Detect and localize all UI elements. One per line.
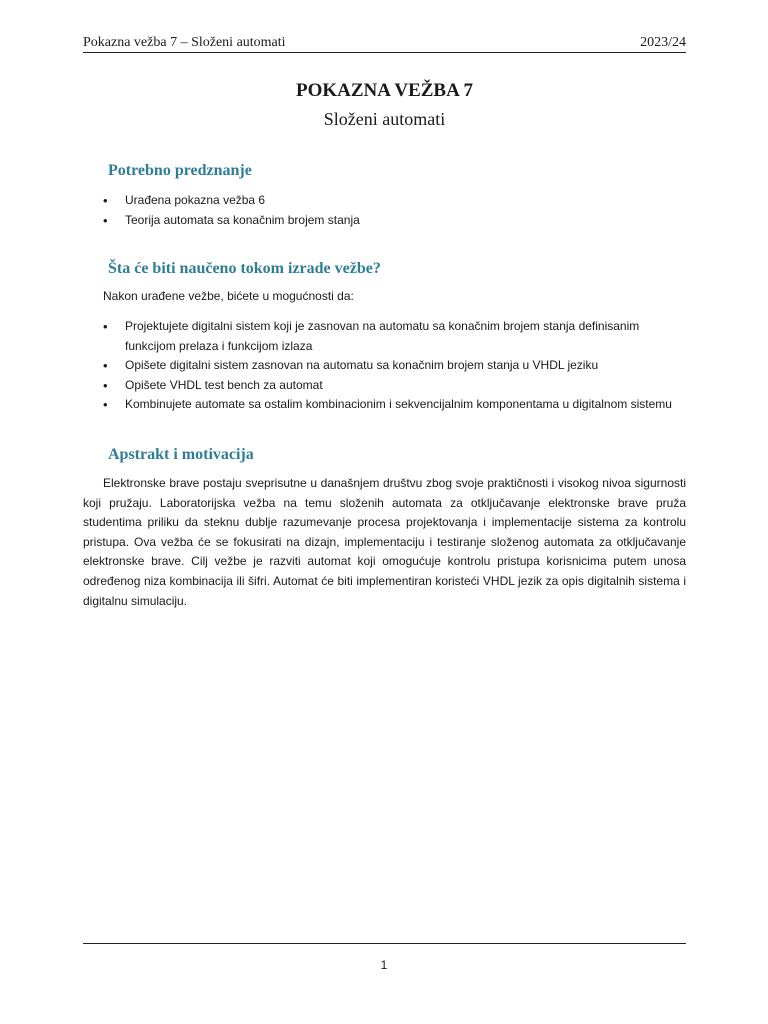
prerequisites-heading: Potrebno predznanje	[108, 162, 252, 179]
outcomes-section	[83, 260, 686, 415]
title-block	[83, 78, 686, 134]
page-number: 1	[380, 958, 388, 972]
header-year: 2023/24	[640, 35, 686, 50]
footer-divider	[83, 943, 686, 944]
list-item: • Kombinujete automate sa ostalim kombinacionim i sekvencijalnim komponentama u digitalnom sistemu	[103, 395, 686, 415]
list-item: • Projektujete digitalni sistem koji je zasnovan na automatu sa konačnim brojem stanja definisanim funkcijom prelaza i funkcijom izlaza	[103, 317, 686, 356]
list-item: • Opišete digitalni sistem zasnovan na automatu sa konačnim brojem stanja u VHDL jeziku	[103, 356, 686, 376]
abstract-heading: Apstrakt i motivacija	[108, 446, 254, 463]
document-subtitle: Složeni automati	[323, 109, 446, 129]
abstract-paragraph: Elektronske brave postaju sveprisutne u današnjem društvu zbog svoje praktičnosti i visokog nivoa sigurnosti koji pružaju. Laboratorijska vežba na temu složenih automata za otključavanje elektronske brave pruža studentima priliku da steknu dublje razumevanje procesa projektovanja i implementacije sistema za kontrolu pristupa. Ova vežba će se fokusirati na dizajn, implementaciju i testiranje složenog automata za otključavanje elektronske brave. Cilj vežbe je razviti automat koji omogućuje kontrolu pristupa korisnicima putem unosa određenog niza kombinacija ili šifri. Automat će biti implementiran koristeći VHDL jezik za opis digitalnih sistema i digitalnu simulaciju.	[83, 476, 686, 608]
page-header	[83, 33, 686, 53]
outcomes-list	[83, 317, 686, 415]
outcomes-heading: Šta će biti naučeno tokom izrade vežbe?	[108, 260, 381, 277]
abstract-section	[83, 446, 686, 611]
prerequisites-list	[83, 191, 686, 230]
list-item: • Teorija automata sa konačnim brojem stanja	[103, 211, 686, 231]
header-title: Pokazna vežba 7 – Složeni automati	[83, 35, 286, 50]
document-title: POKAZNA VEŽBA 7	[295, 80, 474, 101]
list-item: • Urađena pokazna vežba 6	[103, 191, 686, 211]
outcomes-intro: Nakon urađene vežbe, bićete u mogućnosti da:	[103, 289, 354, 303]
prerequisites-section	[83, 162, 686, 230]
list-item: • Opišete VHDL test bench za automat	[103, 376, 686, 396]
